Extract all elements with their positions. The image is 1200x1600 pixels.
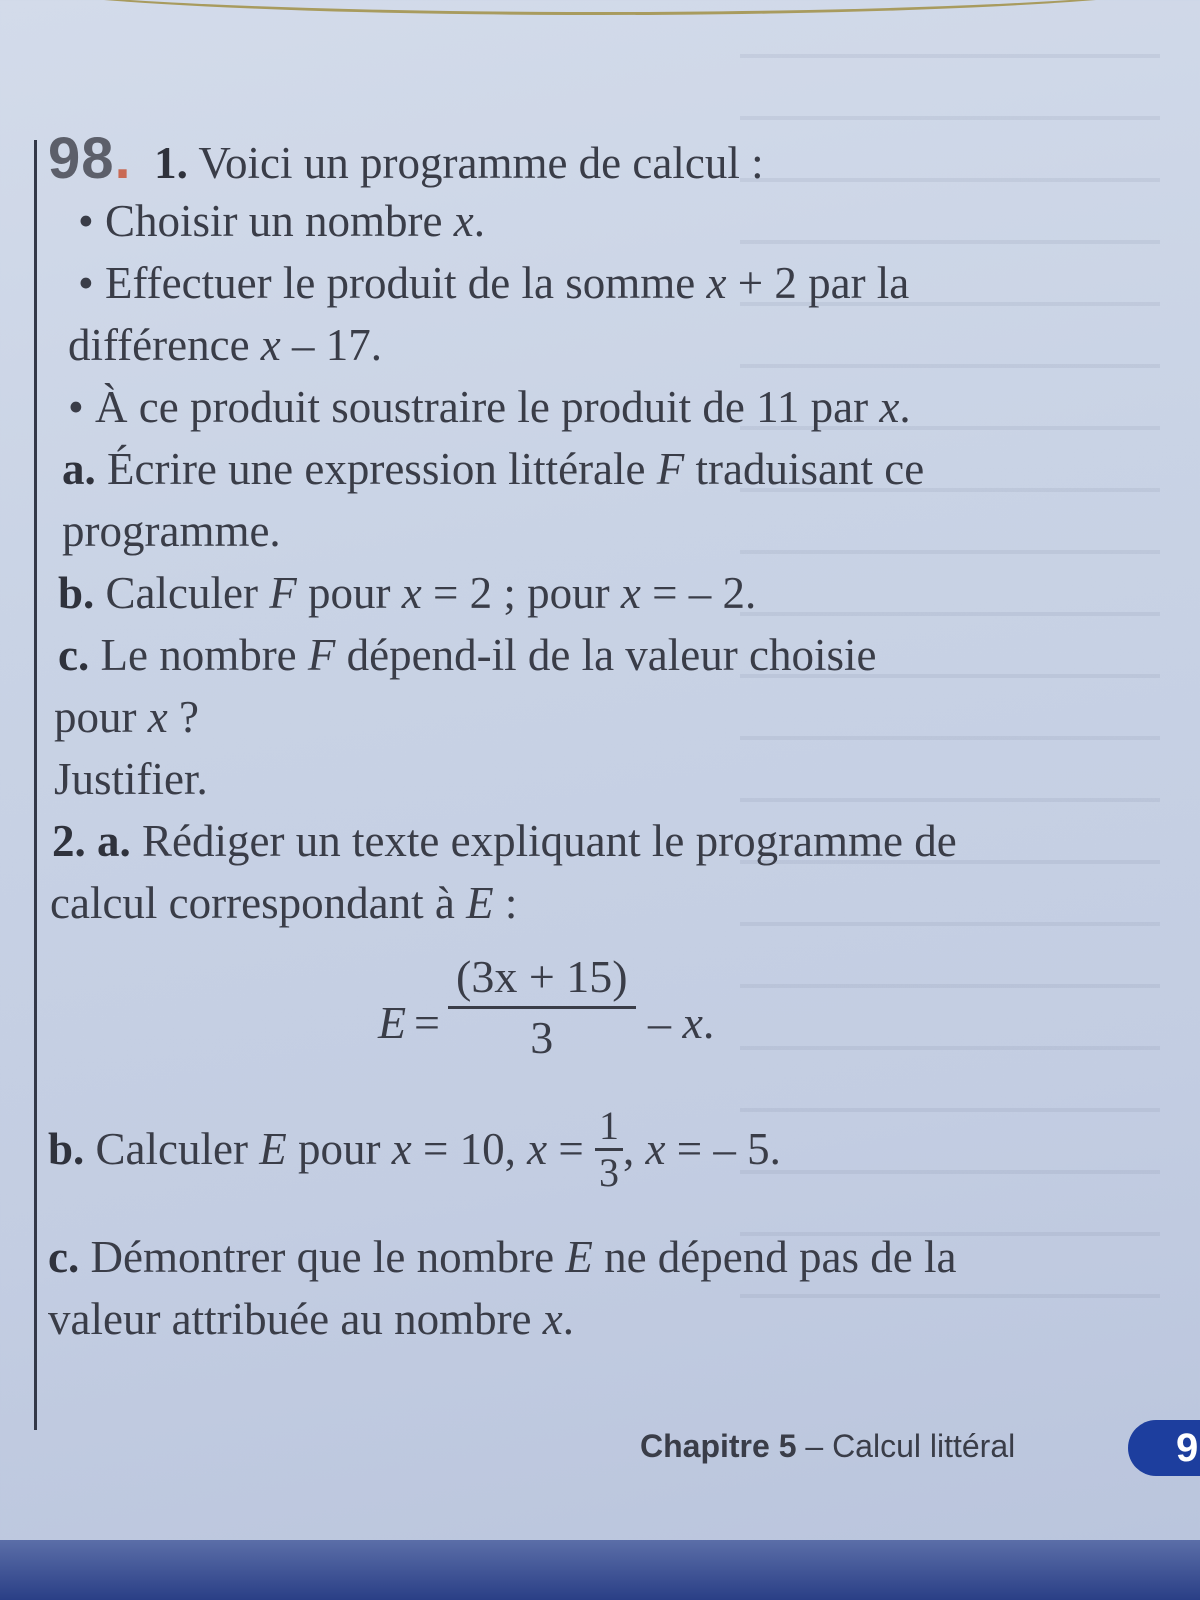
fraction-numerator: (3x + 15) [448,948,636,1009]
chapter-footer: Chapitre 5 – Calcul littéral [640,1428,1016,1464]
question-2b: b. Calculer E pour x = 10, x = $\frac{1}{3}$ , x = – 5. [48,1103,781,1195]
question-label: c. [58,630,90,680]
step-2-line-1: • Effectuer le produit de la somme x + 2 par la [78,258,910,308]
bullet-icon: • [68,382,84,432]
question-label: a. [97,816,131,866]
question-2c: c. Démontrer que le nombre E ne dépend pas de la [48,1232,957,1282]
formula-lhs: E [378,997,407,1048]
step-1: • Choisir un nombre x. [78,196,485,246]
step-3: • À ce produit soustraire le produit de 11 par x. [68,382,911,432]
question-label: b. [48,1123,85,1174]
formula-tail: – x. [648,997,715,1048]
bullet-icon: • [78,196,94,246]
question-label: c. [48,1232,80,1282]
question-1b: b. Calculer F pour x = 2 ; pour x = – 2. [58,568,757,618]
fraction-denominator: 3 [530,1012,554,1063]
question-1c: c. Le nombre F dépend-il de la valeur choisie [58,630,877,680]
question-2a: 2. a. Rédiger un texte expliquant le programme de [52,816,957,866]
question-1a: a. Écrire une expression littérale F traduisant ce [62,444,925,494]
part-2-label: 2. [52,816,86,866]
intro-text: Voici un programme de calcul : [198,138,764,188]
part-1-label: 1. [154,138,188,188]
page-number-badge: 9 [1128,1420,1200,1476]
formula-E [378,948,798,1098]
question-2a-line-2: calcul correspondant à E : [50,878,518,928]
formula-equals: = [414,997,440,1048]
bullet-icon: • [78,258,94,308]
formula-fraction [448,948,636,1067]
page-bottom-edge [0,1540,1200,1600]
chapter-title: Calcul littéral [832,1428,1016,1464]
question-2c-line-2: valeur attribuée au nombre x. [48,1294,575,1344]
page-top-edge [0,0,1200,15]
inline-fraction: $\frac{1}{3}$ [595,1104,623,1195]
question-label: a. [62,444,96,494]
chapter-number: Chapitre 5 [640,1428,797,1464]
exercise-header [48,128,764,194]
step-2-line-2: différence x – 17. [68,320,383,370]
margin-rule [34,140,37,1430]
question-1c-line-2: pour x ? [54,692,199,742]
question-label: b. [58,568,95,618]
question-1c-line-3: Justifier. [54,754,208,804]
exercise-number: 98. [48,126,132,191]
question-1a-line-2: programme. [62,506,281,556]
